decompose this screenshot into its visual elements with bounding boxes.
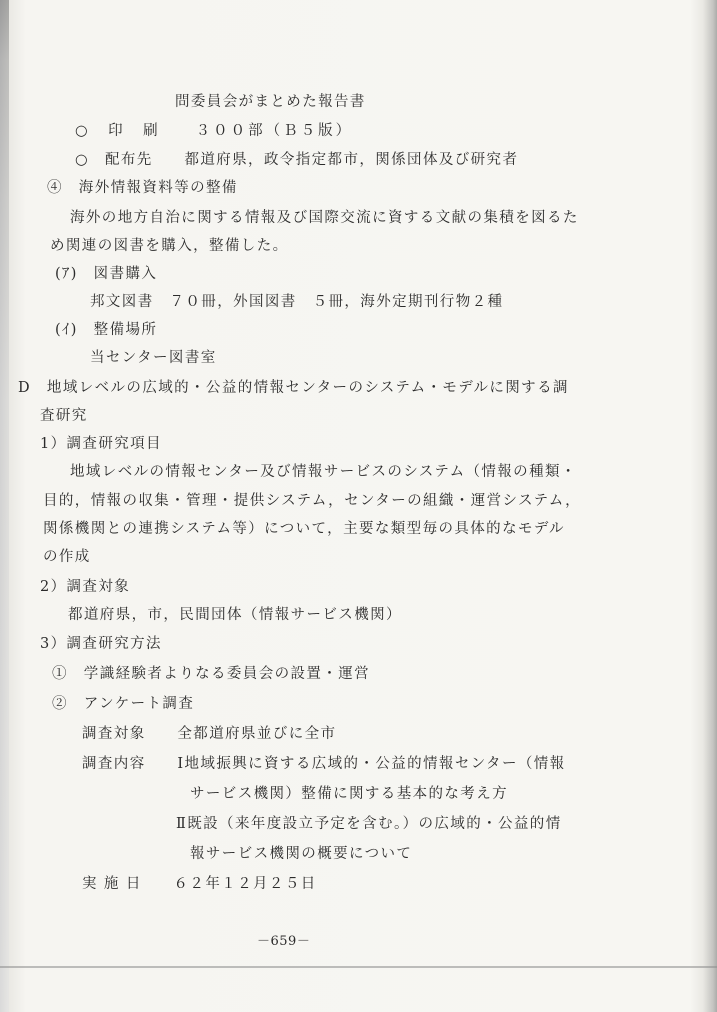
subheading: 2）調査対象 (40, 579, 131, 595)
text-line: 地域レベルの情報センター及び情報サービスのシステム（情報の種類・ (70, 464, 577, 480)
text-line: め関連の図書を購入，整備した。 (50, 238, 289, 254)
text-line: 目的，情報の収集・管理・提供システム，センターの組織・運営システム， (43, 493, 581, 509)
text-line: 海外の地方自治に関する情報及び国際交流に資する文献の集積を図るた (70, 210, 579, 226)
text-line: 調査内容 Ⅰ地域振興に資する広域的・公益的情報センター（情報 (82, 756, 566, 772)
subheading: (ｲ) 整備場所 (55, 322, 158, 338)
subheading: (ｱ) 図書購入 (55, 266, 158, 282)
section-heading: ④ 海外情報資料等の整備 (47, 180, 238, 196)
text-line: ① 学識経験者よりなる委員会の設置・運営 (52, 666, 370, 682)
text-line: Ⅱ既設（来年度設立予定を含む。）の広域的・公益的情 (176, 816, 562, 832)
text-line: 都道府県，市，民間団体（情報サービス機関） (68, 607, 402, 623)
text-line: の作成 (43, 549, 91, 565)
text-line: 実 施 日 ６２年１２月２５日 (82, 876, 317, 892)
text-line: ② アンケート調査 (52, 696, 195, 712)
page-number: －659－ (257, 934, 311, 949)
text-line: ○ 印 刷 ３００部（Ｂ５版） (75, 123, 354, 139)
subheading: 1）調査研究項目 (40, 436, 162, 452)
text-line: 調査対象 全都道府県並びに全市 (82, 726, 337, 742)
subheading: 3）調査研究方法 (40, 636, 162, 652)
text-line: サービス機関）整備に関する基本的な考え方 (190, 786, 508, 802)
text-line: 当センター図書室 (90, 350, 217, 366)
text-line: 問委員会がまとめた報告書 (175, 94, 366, 110)
scan-bottom-edge (0, 966, 717, 968)
scan-shadow-left (0, 0, 9, 1012)
text-line: 関係機関との連携システム等）について，主要な類型毎の具体的なモデル (43, 521, 565, 537)
text-line: 邦文図書 ７０冊，外国図書 ５冊，海外定期刊行物２種 (90, 294, 504, 310)
section-heading: D 地域レベルの広域的・公益的情報センターのシステム・モデルに関する調 (18, 380, 569, 396)
scan-shadow-right (703, 0, 717, 1012)
text-line: 査研究 (40, 408, 88, 424)
text-line: ○ 配布先 都道府県，政令指定都市，関係団体及び研究者 (75, 152, 519, 168)
text-line: 報サービス機関の概要について (190, 846, 413, 862)
